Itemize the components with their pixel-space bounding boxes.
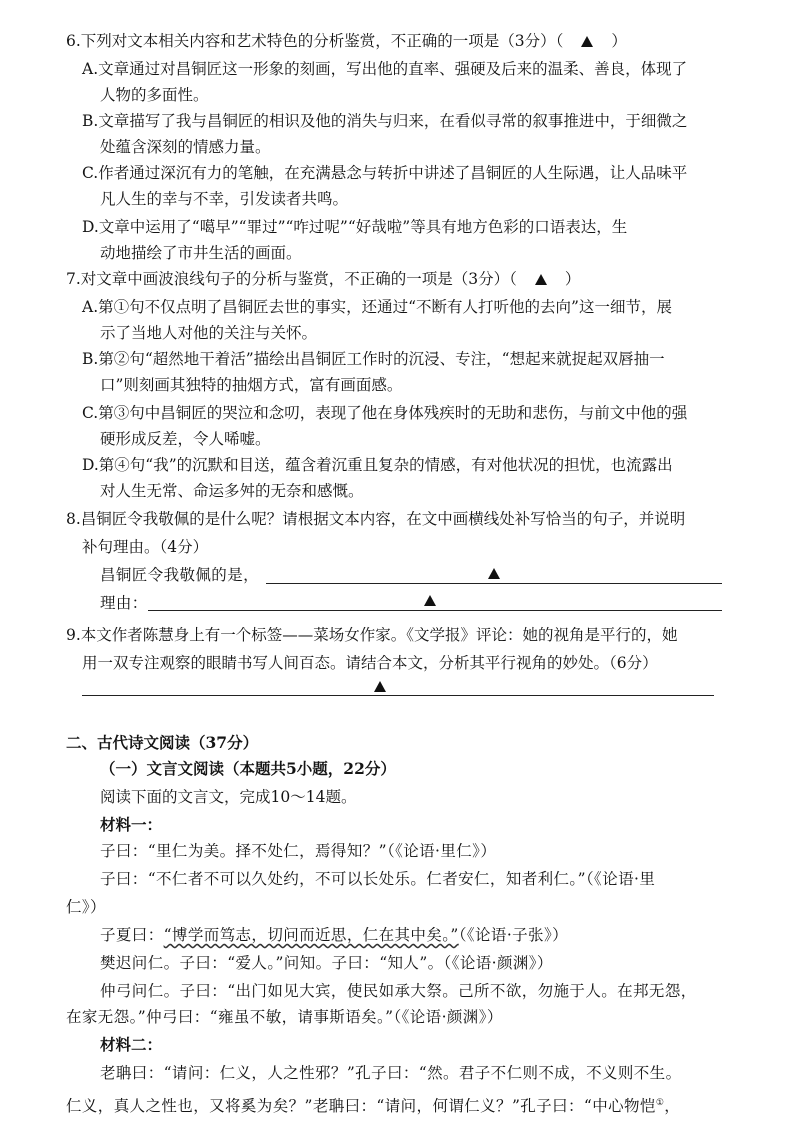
classical-line-6: 仲弓问仁。子曰：“出门如见大宾，使民如承大祭。己所不欲，勿施于人。在邦无怨，	[100, 982, 697, 1000]
q6-option-a: A.文章通过对昌铜匠这一形象的刻画，写出他的直率、强硬及后来的温柔、善良，体现了	[82, 60, 688, 78]
q7-option-d: D.第④句“我”的沉默和目送，蕴含着沉重且复杂的情感，有对他状况的担忧，也流露出	[82, 456, 673, 474]
classical-line-2: 子曰：“不仁者不可以久处约，不可以长处乐。仁者安仁，知者利仁。”（《论语·里	[100, 870, 656, 888]
q7-option-b-cont: 口”则刻画其独特的抽烟方式，富有画面感。	[100, 376, 403, 394]
q9-stem-cont: 用一双专注观察的眼睛书写人间百态。请结合本文，分析其平行视角的妙处。（6分）	[82, 654, 658, 672]
q6-option-c-cont: 凡人生的幸与不幸，引发读者共鸣。	[100, 190, 349, 208]
q6-option-d: D.文章中运用了“噶早”“罪过”“咋过呢”“好哉啦”等具有地方色彩的口语表达，生	[82, 218, 628, 236]
material-two-label: 材料二：	[100, 1035, 163, 1054]
q6-option-c: C.作者通过深沉有力的笔触，在充满悬念与转折中讲述了昌铜匠的人生际遇，让人品味平	[82, 164, 688, 182]
q8-stem-cont: 补句理由。（4分）	[82, 538, 209, 556]
classical-line-3: 仁》）	[66, 898, 106, 916]
q9-stem: 9.本文作者陈慧身上有一个标签——菜场女作家。《文学报》评论：她的视角是平行的，她	[66, 626, 678, 644]
q7-option-a: A.第①句不仅点明了昌铜匠去世的事实，还通过“不断有人打听他的去向”这一细节，展	[82, 298, 672, 316]
q6-stem: 6.下列对文本相关内容和艺术特色的分析鉴赏，不正确的一项是（3分）（ ）	[66, 32, 627, 50]
q7-option-c: C.第③句中昌铜匠的哭泣和念叨，表现了他在身体残疾时的无助和悲伤，与前文中他的强	[82, 404, 688, 422]
footnote-marker: ①	[655, 1098, 665, 1108]
q7-option-a-cont: 示了当地人对他的关注与关怀。	[100, 324, 318, 342]
answer-blank-triangle-icon	[581, 36, 593, 47]
material-one-label: 材料一：	[100, 815, 163, 834]
classical-line-9: 仁义，真人之性也，又将奚为矣？”老聃曰：“请问，何谓仁义？”孔子曰：“中心物恺①，	[66, 1097, 681, 1116]
classical-line-8: 老聃曰：“请问：仁义，人之性邪？”孔子曰：“然。君子不仁则不成，不义则不生。	[100, 1064, 682, 1082]
q6-option-b: B.文章描写了我与昌铜匠的相识及他的消失与归来，在看似寻常的叙事推进中，于细微之	[82, 112, 688, 130]
q8-reason-label: 理由：	[100, 594, 148, 612]
classical-line-1: 子曰：“里仁为美。择不处仁，焉得知？”（《论语·里仁》）	[100, 842, 497, 860]
answer-blank-triangle-icon	[535, 274, 547, 285]
classical-line-5: 樊迟问仁。子曰：“爱人。”问知。子曰：“知人”。（《论语·颜渊》）	[100, 954, 553, 972]
q8-reason-answer-line[interactable]	[148, 610, 722, 611]
answer-blank-triangle-icon	[374, 681, 386, 692]
q6-option-b-cont: 处蕴含深刻的情感力量。	[100, 138, 271, 156]
q8-fill-answer-line[interactable]	[266, 583, 722, 584]
answer-blank-triangle-icon	[488, 568, 500, 579]
q6-option-d-cont: 动地描绘了市井生活的画面。	[100, 244, 302, 262]
q8-fill-label: 昌铜匠令我敬佩的是，	[100, 566, 260, 584]
answer-blank-triangle-icon	[424, 595, 436, 606]
section-title: 二、古代诗文阅读（37分）	[66, 733, 259, 752]
q6-option-a-cont: 人物的多面性。	[100, 86, 209, 104]
subsection-title: （一）文言文阅读（本题共5小题，22分）	[100, 759, 396, 778]
classical-line-7: 在家无怨。”仲弓曰：“雍虽不敏，请事斯语矣。”（《论语·颜渊》）	[66, 1008, 503, 1026]
q7-option-c-cont: 硬形成反差，令人唏嘘。	[100, 430, 271, 448]
q7-stem: 7.对文章中画波浪线句子的分析与鉴赏，不正确的一项是（3分）（ ）	[66, 270, 581, 288]
q9-answer-line[interactable]	[82, 695, 714, 696]
wavy-underlined-quote: “博学而笃志，切问而近思，仁在其中矣。”	[163, 926, 459, 944]
q8-stem: 8.昌铜匠令我敬佩的是什么呢？请根据文本内容，在文中画横线处补写恰当的句子，并说明	[66, 510, 686, 528]
q7-option-b: B.第②句“超然地干着活”描绘出昌铜匠工作时的沉浸、专注，“想起来就捉起双唇抽一	[82, 350, 665, 368]
q7-option-d-cont: 对人生无常、命运多舛的无奈和感慨。	[100, 482, 364, 500]
classical-line-4: 子夏曰：“博学而笃志，切问而近思，仁在其中矣。”（《论语·子张》）	[100, 926, 568, 944]
section-instruction: 阅读下面的文言文，完成10～14题。	[100, 788, 357, 806]
